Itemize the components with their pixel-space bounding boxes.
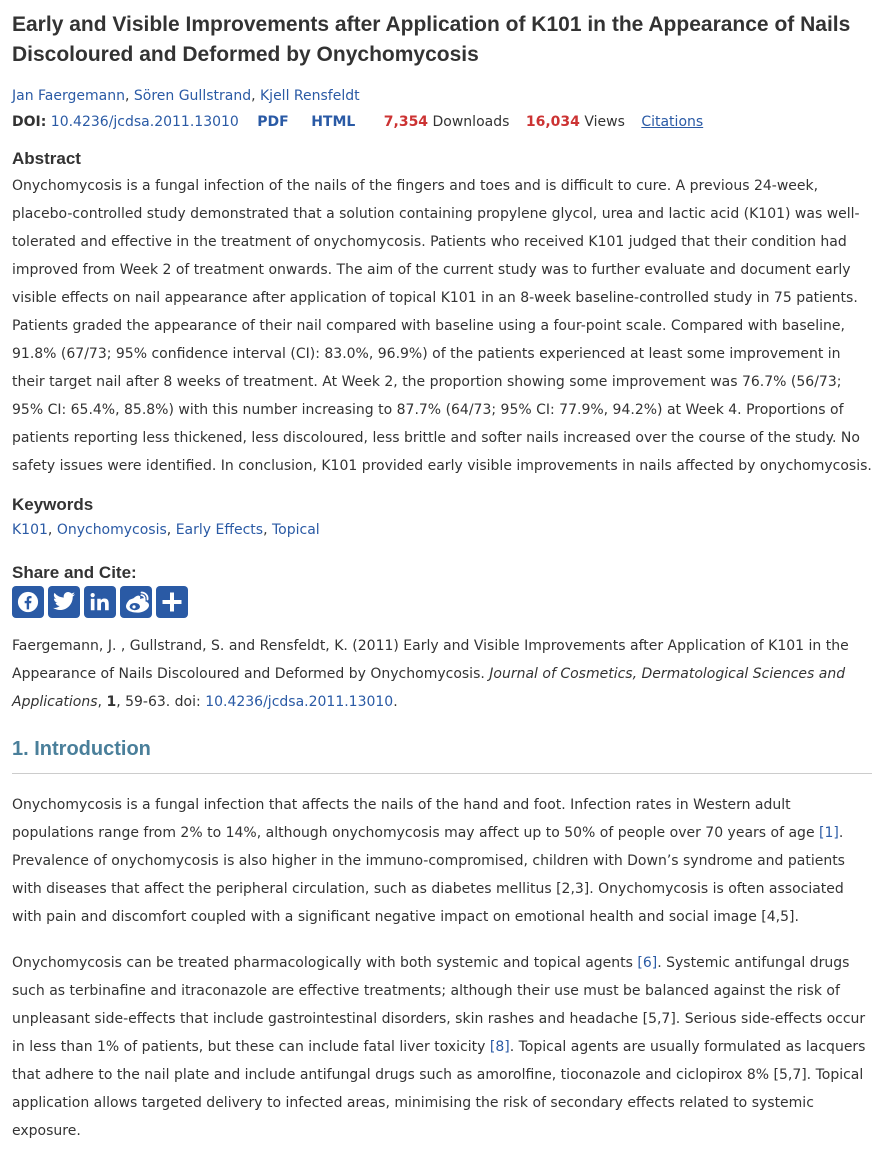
html-link[interactable]: HTML (311, 114, 356, 130)
citation-journal: Journal of Cosmetics, Dermatological Sciences and Applications (12, 666, 846, 710)
views-label: Views (584, 114, 625, 130)
reference-link-8[interactable]: [8] (489, 1038, 510, 1055)
downloads-count: 7,354 (383, 114, 429, 130)
weibo-icon (123, 590, 149, 614)
citation-separator: , (97, 694, 107, 710)
citation-pages: , 59-63. doi: (116, 694, 206, 710)
author-link-2[interactable]: Sören Gullstrand (133, 88, 252, 104)
introduction-paragraph-1 (12, 791, 872, 931)
keyword-link-4[interactable]: Topical (272, 522, 320, 538)
facebook-icon (17, 591, 39, 613)
keyword-link-3[interactable]: Early Effects (175, 522, 264, 538)
keyword-list: K101, Onychomycosis, Early Effects, Topical (12, 522, 320, 538)
citation-text (12, 632, 872, 716)
citation-authors: Faergemann, J. , Gullstrand, S. and Rensfeldt, K. (2011) Early and Visible Improvements after Application of K101 in the Appearance of Nails Discoloured and Deformed by Onychomycosis. (12, 638, 849, 682)
author-list: Jan Faergemann, Sören Gullstrand, Kjell Rensfeldt (12, 88, 360, 104)
doi-row (12, 112, 872, 132)
linkedin-share-button[interactable] (84, 586, 116, 618)
share-plus-icon (161, 591, 183, 613)
reference-link-6[interactable]: [6] (637, 954, 658, 971)
abstract-heading: Abstract (12, 149, 81, 168)
twitter-icon (52, 591, 76, 613)
citation-volume: 1 (106, 694, 117, 710)
article-title: Early and Visible Improvements after Application of K101 in the Appearance of Nails Discoloured and Deformed by Onychomycosis (12, 13, 851, 66)
citations-link[interactable]: Citations (641, 114, 704, 130)
views-count: 16,034 (525, 114, 580, 130)
reference-link-1[interactable]: [1] (819, 824, 839, 841)
introduction-paragraph-2 (12, 949, 872, 1145)
share-more-button[interactable] (156, 586, 188, 618)
citation-doi-link[interactable]: 10.4236/jcdsa.2011.13010 (205, 694, 394, 710)
intro-p2-text-a: Onychomycosis can be treated pharmacologically with both systemic and topical agents (12, 954, 638, 971)
keyword-link-1[interactable]: K101 (12, 522, 48, 538)
downloads-label: Downloads (432, 114, 510, 130)
twitter-share-button[interactable] (48, 586, 80, 618)
intro-p1-text-a: Onychomycosis is a fungal infection that affects the nails of the hand and foot. Infection rates in Western adult populations range from 2% to 14%, although onychomycosis may affect up to 50% of people over 70 years of age (12, 796, 820, 841)
author-link-1[interactable]: Jan Faergemann (12, 88, 125, 104)
intro-p2-text-c: . Topical agents are usually formulated as lacquers that adhere to the nail plate and include antifungal drugs such as amorolfine, tioconazole and ciclopirox 8% [5,7]. Topical application allows targeted delivery to infected areas, minimising the risk of secondary effects related to systemic exposure. (12, 1038, 866, 1139)
facebook-share-button[interactable] (12, 586, 44, 618)
author-link-3[interactable]: Kjell Rensfeldt (260, 88, 360, 104)
linkedin-icon (89, 591, 111, 613)
doi-link[interactable]: 10.4236/jcdsa.2011.13010 (50, 114, 239, 130)
keyword-link-2[interactable]: Onychomycosis (56, 522, 167, 538)
share-heading: Share and Cite: (12, 563, 137, 582)
doi-label: DOI: (12, 114, 47, 130)
citation-end: . (393, 694, 398, 710)
keywords-heading: Keywords (12, 495, 94, 514)
abstract-text: Onychomycosis is a fungal infection of the nails of the fingers and toes and is difficult to cure. A previous 24-week, placebo-controlled study demonstrated that a solution containing propylene glycol, urea and lactic acid (K101) was well-tolerated and effective in the treatment of onychomycosis. Patients who received K101 judged that their condition had improved from Week 2 of treatment onwards. The aim of the current study was to further evaluate and document early visible effects on nail appearance after application of topical K101 in an 8-week baseline-controlled study in 75 patients. Patients graded the appearance of their nail compared with baseline using a four-point scale. Compared with baseline, 91.8% (67/73; 95% confidence interval (CI): 83.0%, 96.9%) of the patients experienced at least some improvement in their target nail after 8 weeks of treatment. At Week 2, the proportion showing some improvement was 76.7% (56/73; 95% CI: 65.4%, 85.8%) with this number increasing to 87.7% (64/73; 95% CI: 77.9%, 94.2%) at Week 4. Proportions of patients reporting less thickened, less discoloured, less brittle and softer nails increased over the course of the study. No safety issues were identified. In conclusion, K101 provided early visible improvements in nails affected by onychomycosis. (12, 178, 872, 474)
introduction-heading: 1. Introduction (12, 738, 872, 774)
pdf-link[interactable]: PDF (257, 114, 289, 130)
weibo-share-button[interactable] (120, 586, 152, 618)
intro-p2-text-b: . Systemic antifungal drugs such as terbinafine and itraconazole are effective treatments; although their use must be balanced against the risk of unpleasant side-effects that include gastrointestinal disorders, skin rashes and headache [5,7]. Serious side-effects occur in less than 1% of patients, but these can include fatal liver toxicity (12, 954, 866, 1055)
intro-p1-text-b: . Prevalence of onychomycosis is also higher in the immuno-compromised, children with Down’s syndrome and patients with diseases that affect the peripheral circulation, such as diabetes mellitus [2,3]. Onychomycosis is often associated with pain and discomfort coupled with a significant negative impact on emotional health and social image [4,5]. (12, 824, 845, 925)
share-buttons (12, 586, 872, 618)
